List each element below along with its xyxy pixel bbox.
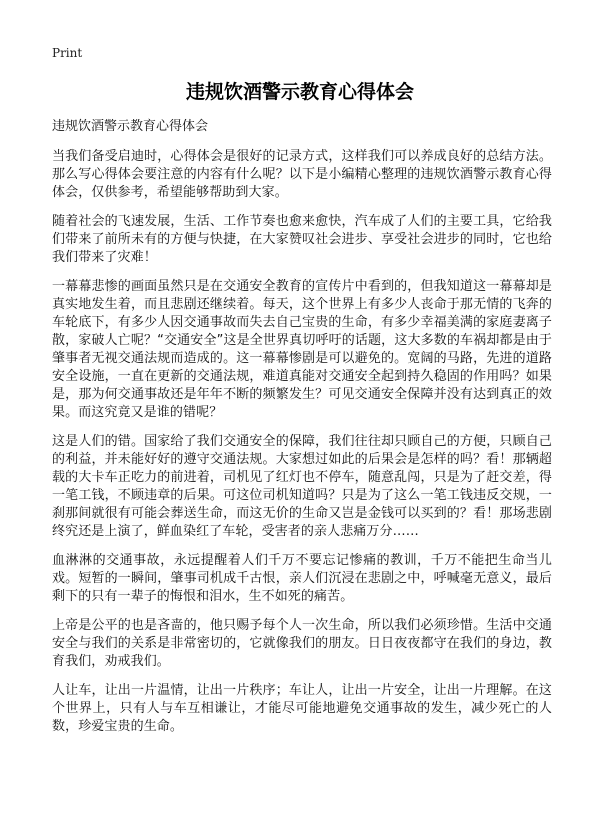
paragraph-lesson: 血淋淋的交通事故，永远提醒着人们千万不要忘记惨痛的教训，千万不能把生命当儿戏。短暂的一瞬间，肇事司机成千古恨，亲人们沉浸在悲剧之中，呼喊毫无意义，最后剩下的只有一辈子的悔恨和泪水，生不如死的痛苦。: [52, 553, 552, 604]
paragraph-society: 随着社会的飞速发展，生活、工作节奏也愈来愈快，汽车成了人们的主要工具，它给我们带来了前所未有的方便与快捷，在大家赞叹社会进步、享受社会进步的同时，它也给我们带来了灾难！: [52, 214, 552, 265]
paragraph-tragedy: 一幕幕悲惨的画面虽然只是在交通安全教育的宣传片中看到的，但我知道这一幕幕却是真实地发生着，而且悲剧还继续着。每天，这个世界上有多少人丧命于那无情的飞奔的车轮底下，有多少人因交通事故而失去自己宝贵的生命，有多少幸福美满的家庭妻离子散，家破人亡呢？“交通安全”这是全世界真切呼吁的话题，这大多数的车祸却都是由于肇事者无视交通法规而造成的。这一幕幕惨剧是可以避免的。宽阔的马路，先进的道路安全设施，一直在更新的交通法规，难道真能对交通安全起到持久稳固的作用吗？如果是，那为何交通事故还是年年不断的频繁发生？可见交通安全保障并没有达到真正的效果。而这究竟又是谁的错呢？: [52, 279, 552, 420]
print-link[interactable]: Print: [52, 46, 83, 60]
document-body: [52, 118, 552, 747]
document-subtitle: 违规饮酒警示教育心得体会: [52, 119, 209, 134]
document-title: 违规饮酒警示教育心得体会: [185, 81, 414, 103]
paragraph-intro: 当我们备受启迪时，心得体会是很好的记录方式，这样我们可以养成良好的总结方法。那么写心得体会要注意的内容有什么呢？以下是小编精心整理的违规饮酒警示教育心得体会，仅供参考，希望能够帮助到大家。: [52, 149, 552, 200]
paragraph-conclusion: 人让车，让出一片温情，让出一片秩序；车让人，让出一片安全，让出一片理解。在这个世界上，只有人与车互相谦让，才能尽可能地避免交通事故的发生，减少死亡的人数，珍爱宝贵的生命。: [52, 683, 552, 734]
paragraph-life: 上帝是公平的也是吝啬的，他只赐予每个人一次生命，所以我们必须珍惜。生活中交通安全与我们的关系是非常密切的，它就像我们的朋友。日日夜夜都守在我们的身边，教育我们，劝戒我们。: [52, 618, 552, 669]
paragraph-fault: 这是人们的错。国家给了我们交通安全的保障，我们往往却只顾自己的方便，只顾自己的利益，并未能好好的遵守交通法规。大家想过如此的后果会是怎样的吗？看！那辆超载的大卡车正吃力的前进着，司机见了红灯也不停车，随意乱闯，只是为了赶交差，得一笔工钱，不顾违章的后果。可这位司机知道吗？只是为了这么一笔工钱违反交规，一刹那间就很有可能会葬送生命，而这无价的生命又岂是金钱可以买到的？看！那场悲剧终究还是上演了，鲜血染红了车轮，受害者的亲人悲痛万分……: [52, 434, 552, 539]
